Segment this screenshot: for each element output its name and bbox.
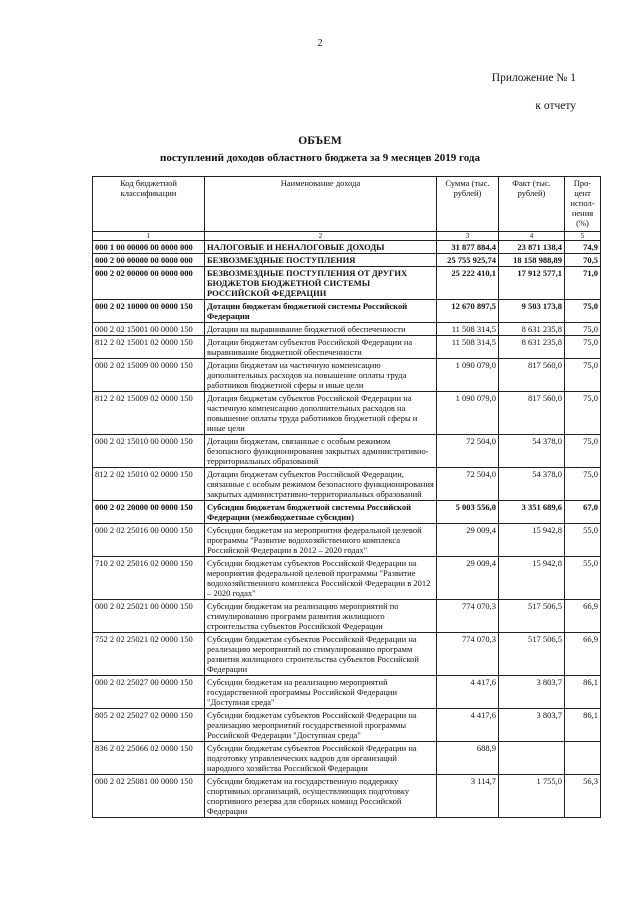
cell-percent: 70,5	[565, 254, 601, 267]
cell-code: 812 2 02 15001 02 0000 150	[93, 336, 205, 359]
cell-code: 836 2 02 25066 02 0000 150	[93, 742, 205, 775]
cell-fact: 517 506,5	[499, 600, 565, 633]
cell-fact: 8 631 235,8	[499, 323, 565, 336]
cell-percent: 86,1	[565, 709, 601, 742]
column-numbers-row	[93, 232, 601, 241]
cell-sum: 688,9	[437, 742, 499, 775]
cell-fact: 1 755,0	[499, 775, 565, 818]
cell-percent: 75,0	[565, 435, 601, 468]
cell-code: 805 2 02 25027 02 0000 150	[93, 709, 205, 742]
cell-fact: 817 560,0	[499, 392, 565, 435]
cell-sum: 11 508 314,5	[437, 323, 499, 336]
cell-percent: 75,0	[565, 336, 601, 359]
table-row	[93, 742, 601, 775]
table-row	[93, 359, 601, 392]
cell-code: 000 2 02 10000 00 0000 150	[93, 300, 205, 323]
table-row	[93, 709, 601, 742]
cell-name: Субсидии бюджетам на государственную поддержку спортивных организаций, осуществляющих подготовку спортивного резерва для сборных команд Российской Федерации	[205, 775, 437, 818]
cell-name: Субсидии бюджетам субъектов Российской Федерации на подготовку управленческих кадров для организаций народного хозяйства Российской Федерации	[205, 742, 437, 775]
table-row	[93, 557, 601, 600]
cell-sum: 29 009,4	[437, 557, 499, 600]
column-number: 4	[499, 232, 565, 241]
cell-sum: 25 755 925,74	[437, 254, 499, 267]
cell-code: 000 2 02 25021 00 0000 150	[93, 600, 205, 633]
cell-percent: 71,0	[565, 267, 601, 300]
cell-name: Дотации бюджетам субъектов Российской Федерации на выравнивание бюджетной обеспеченности	[205, 336, 437, 359]
cell-percent: 75,0	[565, 323, 601, 336]
table-row	[93, 633, 601, 676]
table-row	[93, 300, 601, 323]
table-row	[93, 254, 601, 267]
revenue-table	[92, 176, 601, 818]
cell-code: 000 2 02 00000 00 0000 000	[93, 267, 205, 300]
cell-fact: 8 631 235,8	[499, 336, 565, 359]
cell-name: Субсидии бюджетам субъектов Российской Федерации на реализацию мероприятий по стимулированию программ развития жилищного строительства субъектов Российской Федерации	[205, 633, 437, 676]
header-fact: Факт (тыс. рублей)	[499, 177, 565, 232]
cell-percent: 55,0	[565, 557, 601, 600]
cell-percent: 66,9	[565, 600, 601, 633]
table-row	[93, 241, 601, 254]
cell-code: 710 2 02 25016 02 0000 150	[93, 557, 205, 600]
cell-sum: 774 070,3	[437, 633, 499, 676]
cell-name: БЕЗВОЗМЕЗДНЫЕ ПОСТУПЛЕНИЯ	[205, 254, 437, 267]
cell-sum: 25 222 410,1	[437, 267, 499, 300]
cell-fact: 9 503 173,8	[499, 300, 565, 323]
cell-code: 000 2 02 25027 00 0000 150	[93, 676, 205, 709]
cell-name: БЕЗВОЗМЕЗДНЫЕ ПОСТУПЛЕНИЯ ОТ ДРУГИХ БЮДЖЕТОВ БЮДЖЕТНОЙ СИСТЕМЫ РОССИЙСКОЙ ФЕДЕРАЦИИ	[205, 267, 437, 300]
cell-percent: 75,0	[565, 359, 601, 392]
cell-name: Субсидии бюджетам на реализацию мероприятий государственной программы Российской Федерации "Доступная среда"	[205, 676, 437, 709]
column-number: 2	[205, 232, 437, 241]
cell-sum: 5 003 556,0	[437, 501, 499, 524]
cell-percent: 55,0	[565, 524, 601, 557]
table-row	[93, 392, 601, 435]
cell-name: Дотации бюджетам, связанные с особым режимом безопасного функционирования закрытых административно-территориальных образований	[205, 435, 437, 468]
table-body	[93, 241, 601, 818]
cell-fact: 54 378,0	[499, 435, 565, 468]
header-sum: Сумма (тыс. рублей)	[437, 177, 499, 232]
cell-sum: 11 508 314,5	[437, 336, 499, 359]
table-row	[93, 775, 601, 818]
cell-fact: 3 803,7	[499, 709, 565, 742]
column-number: 1	[93, 232, 205, 241]
cell-percent: 67,0	[565, 501, 601, 524]
cell-name: Субсидии бюджетам бюджетной системы Российской Федерации (межбюджетные субсидии)	[205, 501, 437, 524]
cell-code: 752 2 02 25021 02 0000 150	[93, 633, 205, 676]
cell-code: 000 2 02 15010 00 0000 150	[93, 435, 205, 468]
cell-sum: 774 070,3	[437, 600, 499, 633]
cell-percent: 75,0	[565, 300, 601, 323]
table-row	[93, 323, 601, 336]
cell-name: Дотации бюджетам бюджетной системы Российской Федерации	[205, 300, 437, 323]
table-row	[93, 676, 601, 709]
cell-name: НАЛОГОВЫЕ И НЕНАЛОГОВЫЕ ДОХОДЫ	[205, 241, 437, 254]
cell-sum: 1 090 079,0	[437, 359, 499, 392]
cell-name: Субсидии бюджетам субъектов Российской Федерации на реализацию мероприятий государственной программы Российской Федерации "Доступная среда"	[205, 709, 437, 742]
cell-name: Дотации бюджетам субъектов Российской Федерации, связанные с особым режимом безопасного функционирования закрытых административно-территориальных образований	[205, 468, 437, 501]
cell-code: 000 2 02 15001 00 0000 150	[93, 323, 205, 336]
cell-code: 000 1 00 00000 00 0000 000	[93, 241, 205, 254]
cell-code: 000 2 02 25016 00 0000 150	[93, 524, 205, 557]
cell-percent: 86,1	[565, 676, 601, 709]
header-code: Код бюджетной классификации	[93, 177, 205, 232]
table-header-row	[93, 177, 601, 232]
cell-sum: 1 090 079,0	[437, 392, 499, 435]
appendix-sublabel: к отчету	[535, 100, 576, 112]
table-row	[93, 336, 601, 359]
header-percent: Про-цент испол-нения (%)	[565, 177, 601, 232]
cell-code: 812 2 02 15009 02 0000 150	[93, 392, 205, 435]
table-row	[93, 524, 601, 557]
cell-fact: 23 871 138,4	[499, 241, 565, 254]
cell-fact: 54 378,0	[499, 468, 565, 501]
cell-percent: 56,3	[565, 775, 601, 818]
cell-code: 000 2 02 15009 00 0000 150	[93, 359, 205, 392]
column-number: 3	[437, 232, 499, 241]
cell-fact: 18 158 988,89	[499, 254, 565, 267]
cell-code: 000 2 02 25081 00 0000 150	[93, 775, 205, 818]
cell-sum: 4 417,6	[437, 709, 499, 742]
column-number: 5	[565, 232, 601, 241]
page-number: 2	[317, 38, 323, 49]
cell-sum: 29 009,4	[437, 524, 499, 557]
table-row	[93, 468, 601, 501]
table-row	[93, 267, 601, 300]
cell-name: Субсидии бюджетам на реализацию мероприятий по стимулированию программ развития жилищного строительства субъектов Российской Федерации	[205, 600, 437, 633]
document-subtitle: поступлений доходов областного бюджета за 9 месяцев 2019 года	[160, 152, 480, 164]
cell-fact: 15 942,8	[499, 524, 565, 557]
appendix-label: Приложение № 1	[491, 72, 576, 84]
cell-name: Субсидии бюджетам субъектов Российской Федерации на мероприятия федеральной целевой программы "Развитие водохозяйственного комплекса Российской Федерации в 2012 – 2020 годах"	[205, 557, 437, 600]
table-row	[93, 435, 601, 468]
cell-fact: 3 351 689,6	[499, 501, 565, 524]
cell-fact: 15 942,8	[499, 557, 565, 600]
cell-sum: 72 504,0	[437, 435, 499, 468]
cell-name: Дотации на выравнивание бюджетной обеспеченности	[205, 323, 437, 336]
cell-fact	[499, 742, 565, 775]
header-name: Наименование дохода	[205, 177, 437, 232]
cell-fact: 817 560,0	[499, 359, 565, 392]
document-title: ОБЪЕМ	[298, 135, 342, 147]
cell-fact: 517 506,5	[499, 633, 565, 676]
cell-percent: 75,0	[565, 468, 601, 501]
cell-sum: 12 670 897,5	[437, 300, 499, 323]
cell-fact: 3 803,7	[499, 676, 565, 709]
table-row	[93, 501, 601, 524]
cell-percent: 75,0	[565, 392, 601, 435]
cell-name: Дотация бюджетам субъектов Российской Федерации на частичную компенсацию дополнительных расходов на повышение оплаты труда работников бюджетной сферы и иные цели	[205, 392, 437, 435]
table-row	[93, 600, 601, 633]
cell-fact: 17 912 577,1	[499, 267, 565, 300]
cell-sum: 31 877 884,4	[437, 241, 499, 254]
cell-code: 812 2 02 15010 02 0000 150	[93, 468, 205, 501]
cell-sum: 72 504,0	[437, 468, 499, 501]
cell-sum: 4 417,6	[437, 676, 499, 709]
cell-sum: 3 114,7	[437, 775, 499, 818]
cell-name: Дотации бюджетам на частичную компенсацию дополнительных расходов на повышение оплаты труда работников бюджетной сферы и иные цели	[205, 359, 437, 392]
cell-percent	[565, 742, 601, 775]
cell-code: 000 2 00 00000 00 0000 000	[93, 254, 205, 267]
cell-code: 000 2 02 20000 00 0000 150	[93, 501, 205, 524]
cell-percent: 74,9	[565, 241, 601, 254]
cell-percent: 66,9	[565, 633, 601, 676]
cell-name: Субсидии бюджетам на мероприятия федеральной целевой программы "Развитие водохозяйственного комплекса Российской Федерации в 2012 – 2020 годах"	[205, 524, 437, 557]
